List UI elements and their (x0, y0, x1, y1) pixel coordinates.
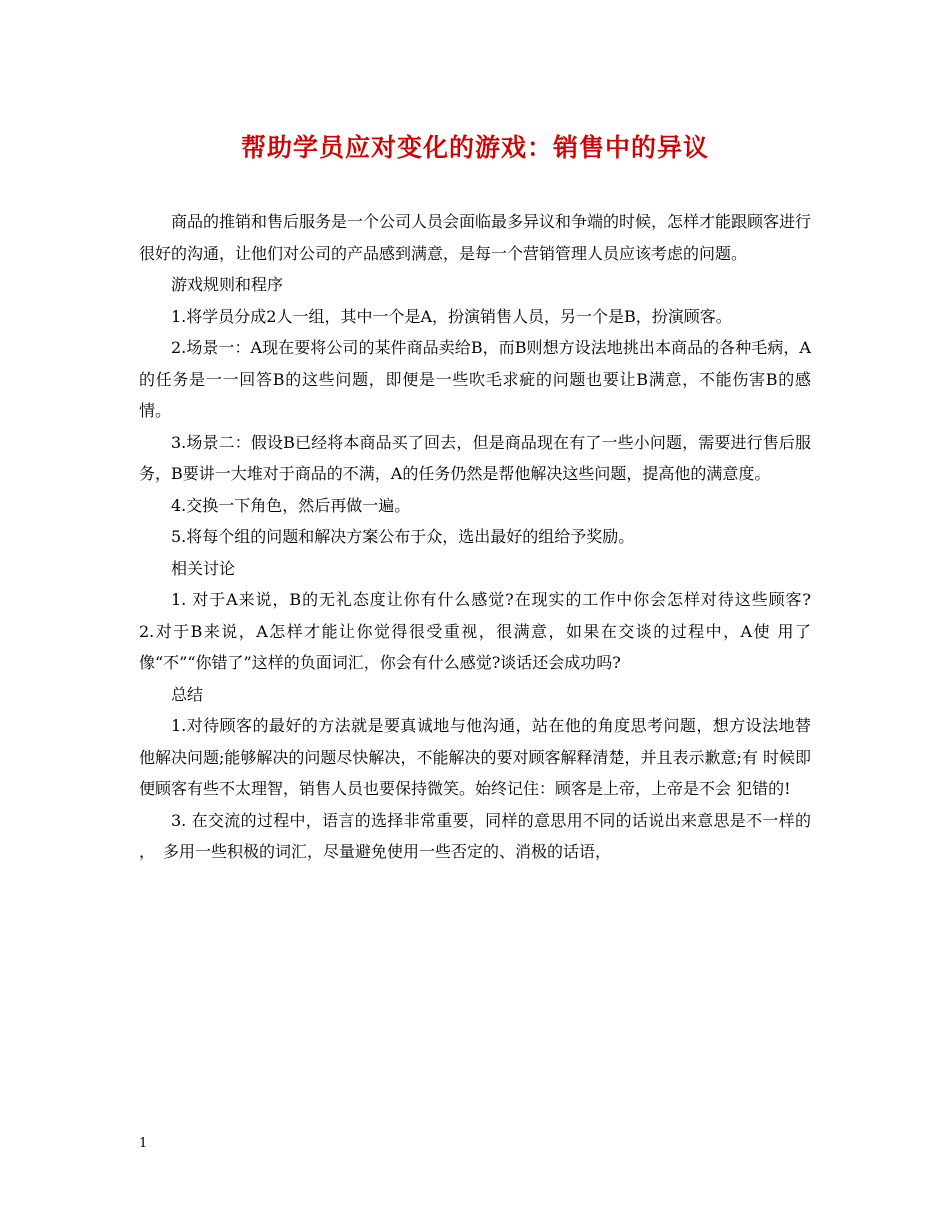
section-heading-discussion: 相关讨论 (171, 558, 236, 578)
page-title: 帮助学员应对变化的游戏：销售中的异议 (240, 133, 709, 162)
rule-step-5: 5.将每个组的问题和解决方案公布于众，选出最好的组给予奖励。 (171, 527, 635, 546)
intro-paragraph: 商品的推销和售后服务是一个公司人员会面临最多异议和争端的时候，怎样才能跟顾客进行很好的沟通，让他们对公司的产品感到满意，是每一个营销管理人员应该考虑的问题。 (139, 212, 812, 263)
rule-step-4: 4.交换一下角色，然后再做一遍。 (171, 495, 411, 515)
rule-step-1: 1.将学员分成2人一组，其中一个是A，扮演销售人员，另一个是B，扮演顾客。 (171, 306, 732, 326)
page-number: 1 (139, 1136, 148, 1151)
rule-step-2: 2.场景一：A现在要将公司的某件商品卖给B，而B则想方设法地挑出本商品的各种毛病，A 的任务是一一回答B的这些问题，即便是一些吹毛求疵的问题也要让B满意，不能伤害B的感 情。 (139, 338, 811, 420)
summary-point-1: 1.对待顾客的最好的方法就是要真诚地与他沟通，站在他的角度思考问题，想方设法地替 他解决问题;能够解决的问题尽快解决，不能解决的要对顾客解释清楚，并且表示歉意;有 时候即便顾客有些不太理智，销售人员也要保持微笑。始终记住：顾客是上帝，上帝是不会 犯错的! (139, 716, 811, 798)
section-heading-rules: 游戏规则和程序 (171, 275, 284, 294)
summary-point-3: 3. 在交流的过程中，语言的选择非常重要，同样的意思用不同的话说出来意思是不一样的 ， 多用一些积极的词汇，尽量避免使用一些否定的、消极的话语， (139, 810, 811, 861)
document-body (139, 206, 844, 868)
rule-step-3: 3.场景二：假设B已经将本商品买了回去，但是商品现在有了一些小问题，需要进行售后服 务，B要讲一大堆对于商品的不满，A的任务仍然是帮他解决这些问题，提高他的满意度。 (139, 432, 811, 483)
section-heading-summary: 总结 (171, 684, 204, 704)
discussion-paragraph: 1. 对于A来说，B的无礼态度让你有什么感觉?在现实的工作中你会怎样对待这些顾客? 2.对于B来说，A怎样才能让你觉得很受重视，很满意，如果在交谈的过程中，A使 用了像“不”“你错了”这样的负面词汇，你会有什么感觉?谈话还会成功吗? (139, 590, 844, 672)
